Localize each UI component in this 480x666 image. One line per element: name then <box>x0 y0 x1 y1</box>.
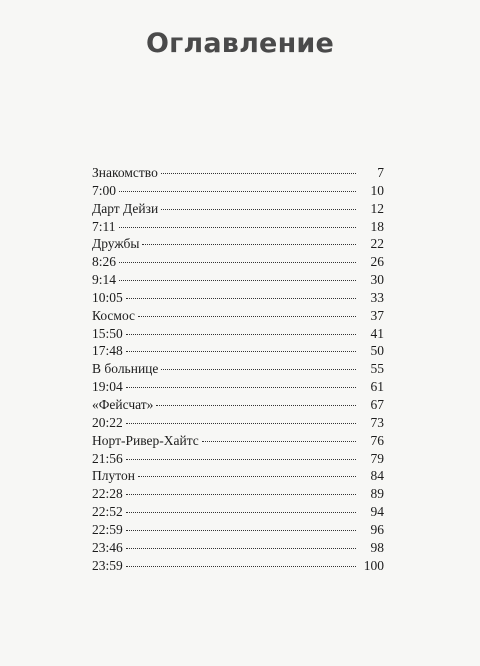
toc-entry-title: Норт-Ривер-Хайтс <box>92 432 199 448</box>
dot-leader <box>119 191 356 192</box>
toc-entry <box>92 235 384 253</box>
toc-entry-page-number: 37 <box>370 307 384 323</box>
toc-entry <box>92 467 384 485</box>
toc-entry-page-number: 26 <box>370 254 384 270</box>
toc-entry-title: 17:48 <box>92 343 123 359</box>
toc-entry <box>92 557 384 575</box>
toc-entry <box>92 325 384 343</box>
toc-entry-title: 7:11 <box>92 218 116 234</box>
toc-entry-page-number: 94 <box>370 504 384 520</box>
dot-leader <box>138 316 356 317</box>
toc-entry-title: 22:52 <box>92 504 123 520</box>
toc-entry-page-number: 76 <box>370 432 384 448</box>
toc-entry-page-number: 73 <box>370 414 384 430</box>
toc-entry <box>92 200 384 218</box>
toc-entry-title: 10:05 <box>92 289 123 305</box>
toc-entry <box>92 503 384 521</box>
toc-entry-title: Плутон <box>92 468 135 484</box>
toc-entry-page-number: 100 <box>363 557 384 573</box>
dot-leader <box>126 494 356 495</box>
toc-entry-page-number: 50 <box>370 343 384 359</box>
dot-leader <box>126 423 356 424</box>
toc-entry <box>92 218 384 236</box>
dot-leader <box>126 387 356 388</box>
dot-leader <box>126 298 356 299</box>
toc-entry <box>92 521 384 539</box>
dot-leader <box>126 548 356 549</box>
toc-entry-page-number: 30 <box>370 272 384 288</box>
dot-leader <box>119 227 357 228</box>
dot-leader <box>126 459 356 460</box>
dot-leader <box>161 209 356 210</box>
toc-entry <box>92 414 384 432</box>
toc-entry <box>92 360 384 378</box>
toc-entry-page-number: 10 <box>370 182 384 198</box>
toc-entry-title: В больнице <box>92 361 159 377</box>
toc-entry <box>92 432 384 450</box>
toc-entry-title: 21:56 <box>92 450 123 466</box>
toc-entry <box>92 271 384 289</box>
toc-entry-title: 8:26 <box>92 254 117 270</box>
toc-entry-title: Космос <box>92 307 136 323</box>
toc-entry <box>92 539 384 557</box>
toc-entry-page-number: 61 <box>370 379 384 395</box>
toc-entry-title: 20:22 <box>92 414 123 430</box>
toc-entry <box>92 253 384 271</box>
dot-leader <box>119 280 356 281</box>
toc-entry-page-number: 96 <box>370 521 384 537</box>
dot-leader <box>126 512 356 513</box>
toc-entry-title: «Фейсчат» <box>92 396 154 412</box>
toc-entry <box>92 289 384 307</box>
toc-entry-title: 22:59 <box>92 521 123 537</box>
toc-entry <box>92 378 384 396</box>
toc-entry-title: 23:46 <box>92 539 123 555</box>
dot-leader <box>161 369 356 370</box>
toc-entry <box>92 164 384 182</box>
toc-entry-page-number: 41 <box>370 325 384 341</box>
dot-leader <box>156 405 356 406</box>
toc-entry-title: 23:59 <box>92 557 123 573</box>
dot-leader <box>138 476 356 477</box>
dot-leader <box>126 566 356 567</box>
toc-entry-page-number: 12 <box>370 200 384 216</box>
toc-entry-title: Дружбы <box>92 236 140 252</box>
dot-leader <box>126 334 356 335</box>
toc-entry-title: Дарт Дейзи <box>92 200 159 216</box>
toc-entry-title: Знакомство <box>92 165 158 180</box>
table-of-contents <box>92 164 384 574</box>
toc-entry <box>92 307 384 325</box>
toc-entry <box>92 342 384 360</box>
toc-entry-title: 9:14 <box>92 272 117 288</box>
toc-entry-page-number: 7 <box>377 165 384 180</box>
toc-entry <box>92 450 384 468</box>
toc-entry <box>92 485 384 503</box>
toc-entry-title: 7:00 <box>92 182 117 198</box>
toc-entry-page-number: 79 <box>370 450 384 466</box>
toc-entry-title: 19:04 <box>92 379 123 395</box>
toc-entry-page-number: 33 <box>370 289 384 305</box>
dot-leader <box>161 173 356 174</box>
toc-entry-title: 22:28 <box>92 486 123 502</box>
toc-entry-page-number: 67 <box>370 396 384 412</box>
toc-entry-page-number: 89 <box>370 486 384 502</box>
toc-entry-page-number: 55 <box>370 361 384 377</box>
toc-entry-page-number: 18 <box>370 218 384 234</box>
dot-leader <box>126 530 356 531</box>
page-title: Оглавление <box>145 28 335 59</box>
toc-entry-page-number: 22 <box>370 236 384 252</box>
toc-entry <box>92 396 384 414</box>
dot-leader <box>142 244 356 245</box>
dot-leader <box>126 351 356 352</box>
dot-leader <box>119 262 356 263</box>
toc-entry-title: 15:50 <box>92 325 123 341</box>
toc-entry-page-number: 84 <box>370 468 384 484</box>
dot-leader <box>202 441 356 442</box>
toc-entry <box>92 182 384 200</box>
toc-entry-page-number: 98 <box>370 539 384 555</box>
